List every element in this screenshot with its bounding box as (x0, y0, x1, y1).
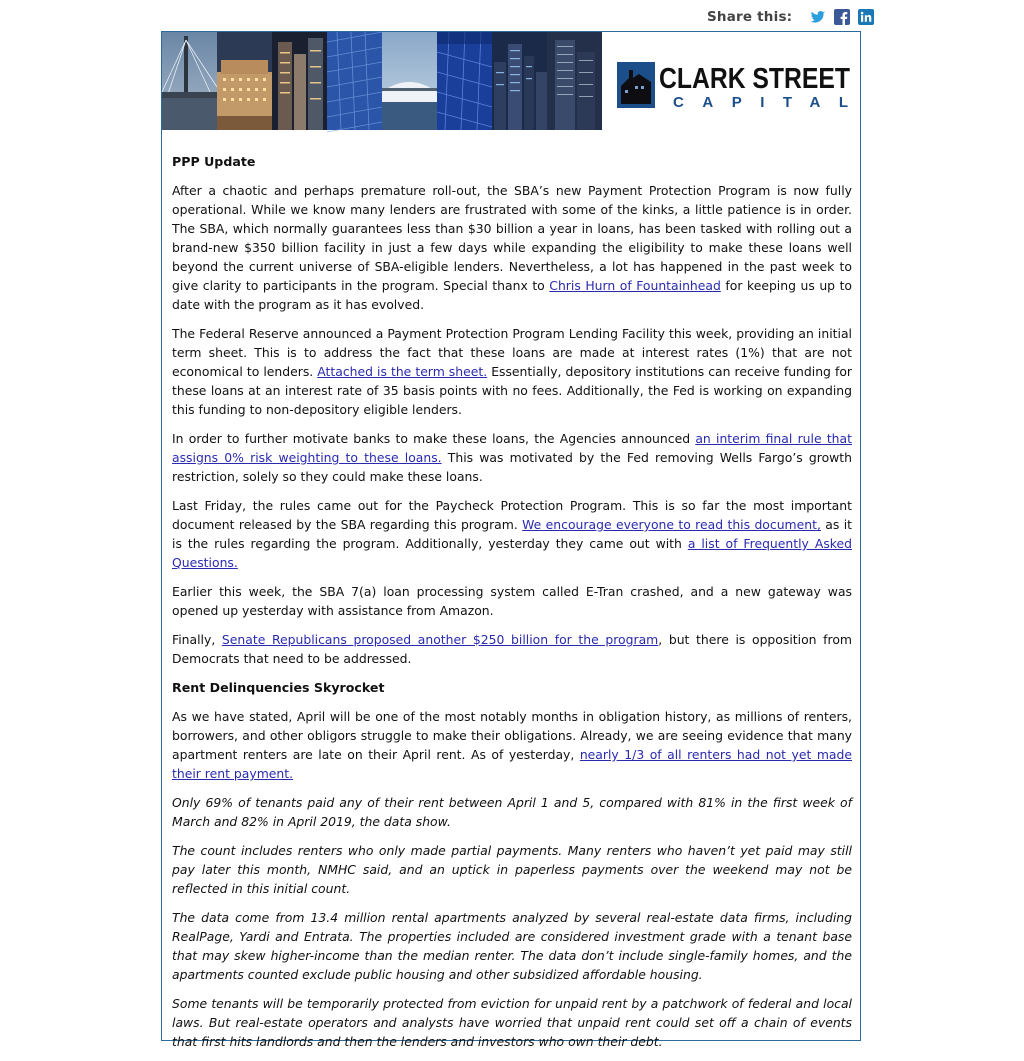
paragraph: Earlier this week, the SBA 7(a) loan processing system called E-Tran crashed, and a new gateway was opened up yesterday with assistance from Amazon. (172, 584, 852, 618)
section-heading-ppp: PPP Update (172, 154, 256, 169)
quote-paragraph: Only 69% of tenants paid any of their rent between April 1 and 5, compared with 81% in the first week of March and 82% in April 2019, the data show. (172, 795, 852, 829)
blue-glass-photo (437, 32, 492, 130)
svg-text:CAPITAL: CAPITAL (673, 94, 848, 111)
city-night-photo (492, 32, 547, 130)
faq-link[interactable]: a list of Frequently Asked Questions. (172, 536, 852, 570)
clark-street-capital-logo (617, 60, 852, 112)
paragraph (172, 429, 852, 486)
linkedin-icon[interactable] (858, 9, 874, 25)
share-label: Share this: (707, 9, 793, 25)
rules-document-link[interactable]: We encourage everyone to read this document, (522, 517, 821, 532)
twitter-icon[interactable] (810, 9, 826, 25)
section-heading-rent: Rent Delinquencies Skyrocket (172, 680, 385, 695)
glass-facade-photo (327, 32, 382, 130)
text: Essentially, depository institutions can receive funding for these loans at an interest rate of 35 basis points with no fees. Additionally, the Fed is working on expanding this funding to non-depository eligible lenders. (172, 364, 852, 417)
article-body (172, 152, 852, 1061)
fountainhead-link[interactable]: Chris Hurn of Fountainhead (549, 278, 721, 293)
paragraph (172, 707, 852, 783)
text: After a chaotic and perhaps premature roll-out, the SBA’s new Payment Protection Program is now fully operational. While we know many lenders are frustrated with some of the kinks, a little patience is in order. The SBA, which normally guarantees less than $30 billion a year in loans, has been tasked with rolling out a brand-new $350 billion facility in just a few days while expanding the eligibility to make these loans well beyond the current universe of SBA-eligible lenders. Nevertheless, a lot has happened in the past week to give clarity to participants in the program. Special thanx to (172, 183, 852, 293)
text: for keeping us up to date with the program as it has evolved. (172, 278, 853, 312)
text: As we have stated, April will be one of the most notably months in obligation history, as millions of renters, borrowers, and other obligors struggle to make their obligations. Already, we are seeing evidence that many apartment renters are late on their April rent. As of yesterday, (172, 709, 852, 762)
term-sheet-link[interactable]: Attached is the term sheet. (317, 364, 488, 379)
bridge-photo (162, 32, 217, 130)
text: In order to further motivate banks to make these loans, the Agencies announced (172, 431, 696, 446)
newsletter-frame (161, 31, 861, 1049)
paragraph (172, 324, 852, 419)
share-bar (707, 9, 874, 25)
tower-dusk-photo (547, 32, 602, 130)
paragraph (172, 181, 852, 314)
text: The Federal Reserve announced a Payment Protection Program Lending Facility this week, providing an initial term sheet. This is to address the fact that these loans are made at interest rates (1%) that are not economical to lenders. (172, 326, 852, 379)
quote-paragraph: Some tenants will be temporarily protected from eviction for unpaid rent by a patchwork of federal and local laws. But real-estate operators and analysts have worried that unpaid rent could set off a chain of events that first hits landlords and then the lenders and investors who own their debt. (172, 996, 852, 1049)
header-photo-banner (162, 32, 602, 130)
text: Finally, (172, 632, 222, 647)
paragraph (172, 496, 852, 572)
paragraph (172, 630, 852, 668)
senate-proposal-link[interactable]: Senate Republicans proposed another $250 billion for the program (221, 632, 659, 647)
skyscraper-photo (272, 32, 327, 130)
waterfront-photo (382, 32, 437, 130)
text: Last Friday, the rules came out for the Paycheck Protection Program. This is so far the most important document released by the SBA regarding this program. (172, 498, 852, 532)
text: , but there is opposition from Democrats that need to be addressed. (172, 632, 852, 666)
facebook-icon[interactable] (834, 9, 850, 25)
renters-link[interactable]: nearly 1/3 of all renters had not yet made their rent payment. (172, 747, 852, 781)
quote-paragraph: The data come from 13.4 million rental apartments analyzed by several real-estate data firms, including RealPage, Yardi and Entrata. The properties included are considered investment grade with a tenant base that may skew higher-income than the median renter. The data don’t include single-family homes, and the apartments counted exclude public housing and other subsidized affordable housing. (172, 910, 852, 982)
quote-paragraph: The count includes renters who only made partial payments. Many renters who haven’t yet paid may still pay later this month, NMHC said, and an uptick in paperless payments over the weekend may not be reflected in this initial count. (172, 843, 852, 896)
svg-text:CLARK STREET: CLARK STREET (659, 63, 851, 95)
text: as it is the rules regarding the program. Additionally, yesterday they came out with (172, 517, 852, 551)
interim-rule-link[interactable]: an interim final rule that assigns 0% risk weighting to these loans. (172, 431, 852, 465)
text: This was motivated by the Fed removing Wells Fargo’s growth restriction, solely so they could make these loans. (172, 450, 852, 484)
hotel-photo (217, 32, 272, 130)
